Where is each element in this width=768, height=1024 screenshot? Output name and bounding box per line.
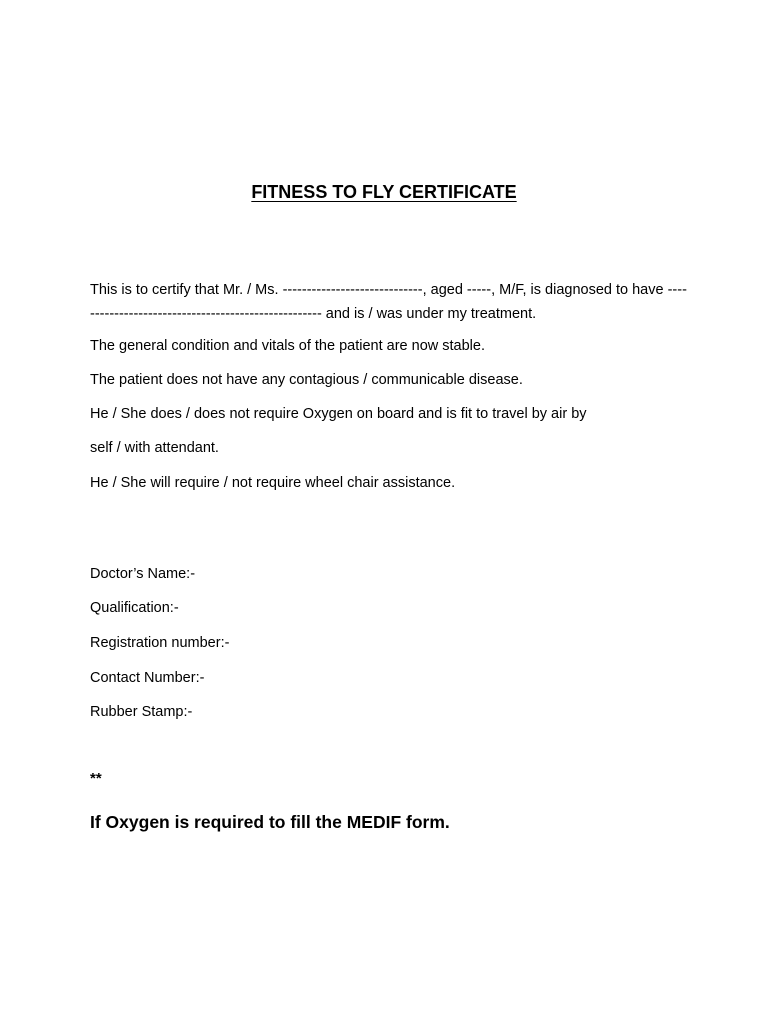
certificate-title: FITNESS TO FLY CERTIFICATE — [251, 182, 517, 202]
note-marker: ** — [90, 770, 102, 787]
certify-paragraph: This is to certify that Mr. / Ms. -----------------------------, aged -----, M/F, is diagnosed to have ---------------------------------------------------- and is / was under my treatment. — [90, 282, 687, 322]
qualification-field: Qualification:- — [90, 600, 179, 616]
registration-number-field: Registration number:- — [90, 635, 230, 651]
oxygen-line: He / She does / does not require Oxygen on board and is fit to travel by air by — [90, 406, 587, 422]
doctor-name-field: Doctor’s Name:- — [90, 566, 196, 582]
wheelchair-line: He / She will require / not require wheel chair assistance. — [90, 475, 456, 491]
condition-line: The general condition and vitals of the patient are now stable. — [90, 338, 485, 354]
attendant-line: self / with attendant. — [90, 440, 219, 456]
contagious-line: The patient does not have any contagious / communicable disease. — [90, 372, 523, 388]
contact-number-field: Contact Number:- — [90, 670, 205, 686]
medif-note: If Oxygen is required to fill the MEDIF form. — [90, 812, 450, 832]
rubber-stamp-field: Rubber Stamp:- — [90, 704, 193, 720]
